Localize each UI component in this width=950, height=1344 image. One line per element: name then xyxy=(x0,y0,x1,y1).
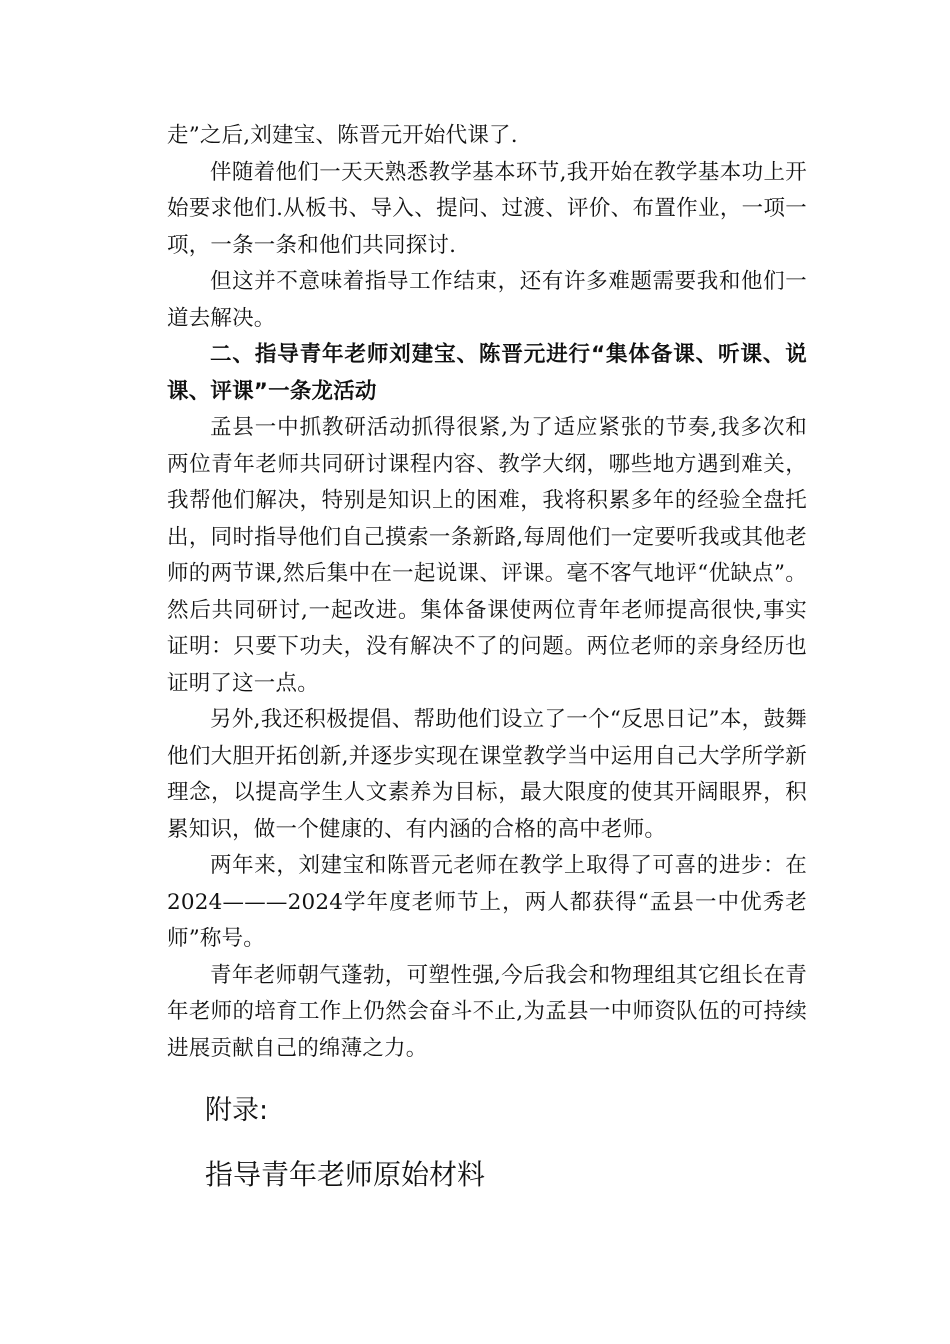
paragraph-outlook: 青年老师朝气蓬勃，可塑性强,今后我会和物理组其它组长在青年老师的培育工作上仍然会奋斗不止,为孟县一中师资队伍的可持续进展贡献自己的绵薄之力。 xyxy=(167,962,807,1061)
document-body xyxy=(167,118,807,1067)
paragraph-continuation: 走”之后,刘建宝、陈晋元开始代课了. xyxy=(167,123,518,148)
paragraph-remaining-problems: 但这并不意味着指导工作结束，还有许多难题需要我和他们一道去解决。 xyxy=(167,269,807,331)
section-heading-two: 二、指导青年老师刘建宝、陈晋元进行“集体备课、听课、说课、评课”一条龙活动 xyxy=(167,342,807,404)
paragraph-achievements: 两年来，刘建宝和陈晋元老师在教学上取得了可喜的进步：在2024———2024学年度老师节上，两人都获得“孟县一中优秀老师”称号。 xyxy=(167,853,807,951)
paragraph-basic-skills: 伴随着他们一天天熟悉教学基本环节,我开始在教学基本功上开始要求他们.从板书、导入、提问、过渡、评价、布置作业，一项一项，一条一条和他们共同探讨. xyxy=(167,159,807,258)
appendix-label: 附录: xyxy=(205,1095,269,1126)
paragraph-teaching-research: 孟县一中抓教研活动抓得很紧,为了适应紧张的节奏,我多次和两位青年老师共同研讨课程内容、教学大纲，哪些地方遇到难关，我帮他们解决，特别是知识上的困难，我将积累多年的经验全盘托出，同时指导他们自己摸索一条新路,每周他们一定要听我或其他老师的两节课,然后集中在一起说课、评课。毫不客气地评“优缺点”。然后共同研讨,一起改进。集体备课使两位青年老师提高很快,事实证明：只要下功夫，没有解决不了的问题。两位老师的亲身经历也证明了这一点。 xyxy=(167,415,807,696)
appendix-title: 指导青年老师原始材料 xyxy=(205,1158,486,1191)
paragraph-reflection-diary: 另外,我还积极提倡、帮助他们设立了一个“反思日记”本，鼓舞他们大胆开拓创新,并逐步实现在课堂教学当中运用自己大学所学新理念，以提高学生人文素养为目标，最大限度的使其开阔眼界，积累知识，做一个健康的、有内涵的合格的高中老师。 xyxy=(167,707,807,842)
